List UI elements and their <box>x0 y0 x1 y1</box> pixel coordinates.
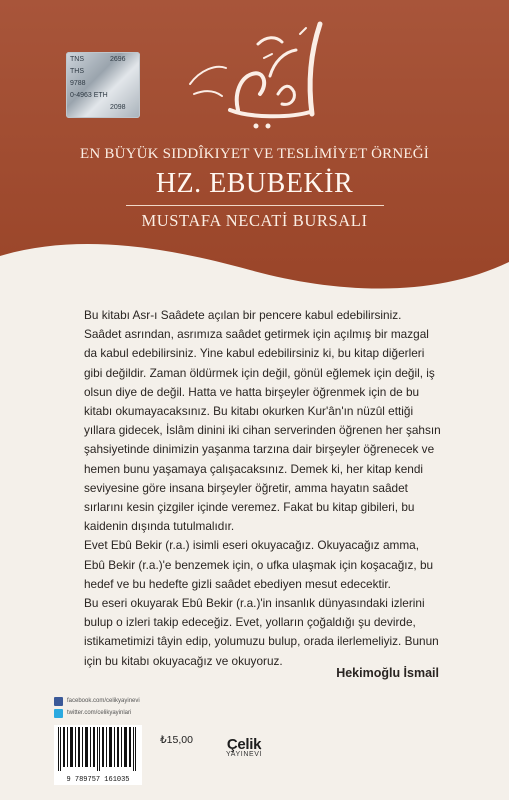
arabic-calligraphy-logo <box>160 14 350 134</box>
blurb-paragraph: Bu eseri okuyarak Ebû Bekir (r.a.)'in insanlık dünyasındaki izlerini bulup o izleri takip edeceğiz. Evet, yolların çoğaldığı şu devirde, istikametimizi tâyin edip, yolumuzu bulup, orada ilerlemeliyiz. Bunun için bu kitabı okuyacağız ve okuyoruz. <box>84 596 439 668</box>
title-divider <box>126 205 384 206</box>
hologram-line: 0-4963 ETH <box>70 92 108 99</box>
hologram-line: 2696 <box>110 56 126 63</box>
hologram-sticker <box>66 52 140 118</box>
hologram-line: 9788 <box>70 80 86 87</box>
book-subtitle: EN BÜYÜK SIDDÎKIYET VE TESLİMİYET ÖRNEĞİ <box>80 146 429 162</box>
publisher-subtitle: YAYINEVİ <box>226 751 263 758</box>
book-title: HZ. EBUBEKİR <box>155 168 354 199</box>
isbn-barcode <box>54 725 142 785</box>
hologram-line: 2098 <box>110 104 126 111</box>
publisher-logo <box>226 736 262 758</box>
blurb-signature: Hekimoğlu İsmail <box>336 666 439 680</box>
facebook-icon <box>54 697 63 706</box>
social-links <box>54 695 140 719</box>
price-label: ₺15,00 <box>160 734 193 746</box>
blurb-text <box>84 306 442 671</box>
facebook-url: facebook.com/celikyayinevi <box>67 698 140 704</box>
publisher-name: Çelik <box>226 736 262 753</box>
blurb-paragraph: Bu kitabı Asr-ı Saâdete açılan bir pencere kabul edebilirsiniz. Saâdet asrından, asrımıza saâdet getirmek için açılmış bir mazgal da kabul edebilirsiniz. Yine kabul edebilirsiniz ki, bu kitap diğerleri gibi değildir. Zaman öldürmek için değil, gönül eğlemek için değil, iş olsun diye de değil. Hatta ve hatta birşeyler öğrenmek için de bu kitabı okumayacaksınız. Bu kitabı okurken Kur'ân'ın nüzûl ettiği yıllara gidecek, İslâm dinini iki cihan serverinden öğrenen her şahsın şahsiyetinde dinimizin yaşanma tarzına dair birşeyler öğrenecek ve hemen bunu yaşamaya çalışacaksınız. Demek ki, her kitap kendi seviyesine göre insana birşeyler öğretir, amma hayatın saâdet sırlarını kesin çizgiler içinde veremez. Fakat bu kitap gibileri, bu kaidenin dışında tutulmalıdır. <box>84 308 441 534</box>
barcode-bars <box>56 727 140 771</box>
barcode-number: 9 789757 161035 <box>66 776 130 784</box>
twitter-url: twitter.com/celikyayinlari <box>67 710 132 716</box>
book-author: MUSTAFA NECATİ BURSALI <box>141 211 368 230</box>
hologram-line: THS <box>70 68 84 75</box>
twitter-link[interactable] <box>54 707 140 719</box>
hologram-line: TNS <box>70 56 84 63</box>
facebook-link[interactable] <box>54 695 140 707</box>
twitter-icon <box>54 709 63 718</box>
blurb-paragraph: Evet Ebû Bekir (r.a.) isimli eseri okuyacağız. Okuyacağız amma, Ebû Bekir (r.a.)'e benzemek için, o ufka ulaşmak için koşacağız, bu hedef ve bu hedefte gizli saâdet ebediyen mesut edecektir. <box>84 538 434 591</box>
